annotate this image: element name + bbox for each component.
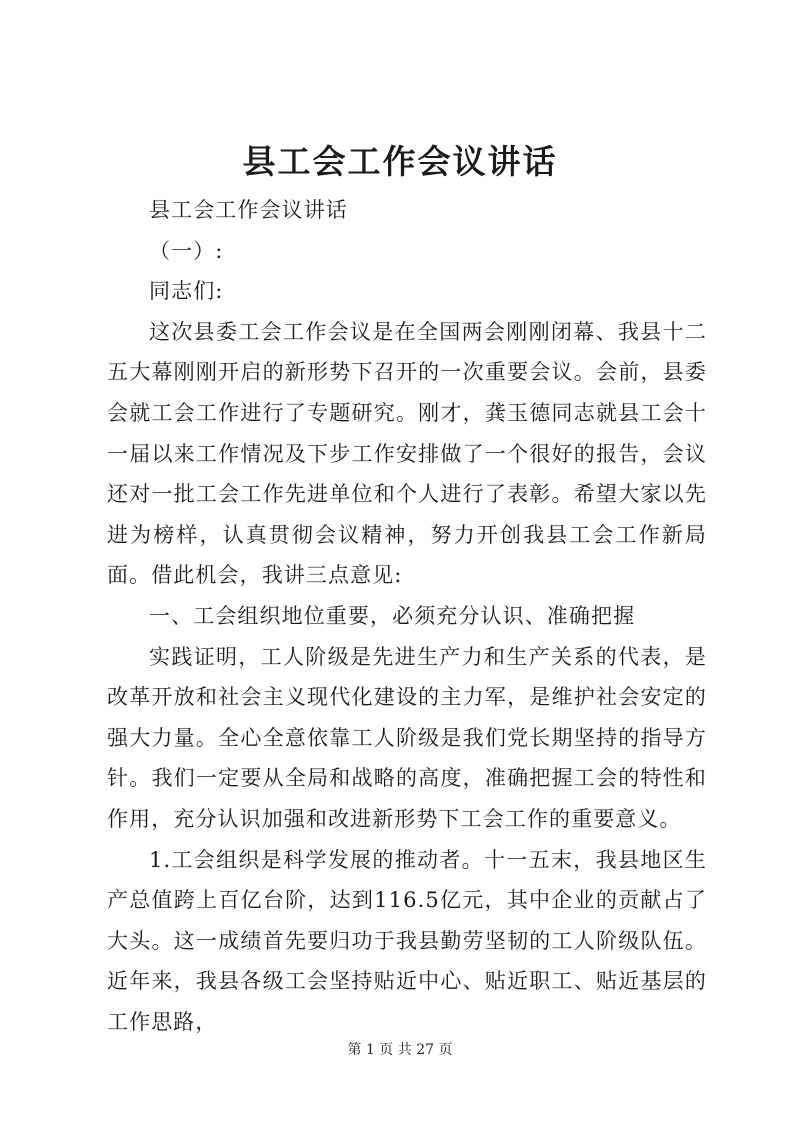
paragraph-heading-one: 一、工会组织地位重要，必须充分认识、准确把握	[149, 603, 636, 628]
document-body	[107, 190, 707, 1042]
document-title: 县工会工作会议讲话	[242, 142, 558, 181]
paragraph-salutation: 同志们:	[149, 279, 224, 304]
paragraph-intro: 这次县委工会工作会议是在全国两会刚刚闭幕、我县十二五大幕刚刚开启的新形势下召开的一次重要会议。会前，县委会就工会工作进行了专题研究。刚才，龚玉德同志就县工会十一届以来工作情况及下步工作安排做了一个很好的报告，会议还对一批工会工作先进单位和个人进行了表彰。希望大家以先进为榜样，认真贯彻会议精神，努力开创我县工会工作新局面。借此机会，我讲三点意见:	[107, 319, 707, 588]
paragraph-practice: 实践证明，工人阶级是先进生产力和生产关系的代表，是改革开放和社会主义现代化建设的主力军，是维护社会安定的强大力量。全心全意依靠工人阶级是我们党长期坚持的指导方针。我们一定要从全局和战略的高度，准确把握工会的特性和作用，充分认识加强和改进新形势下工会工作的重要意义。	[107, 644, 707, 831]
paragraph-subtitle: 县工会工作会议讲话	[149, 198, 348, 222]
paragraph-point-one: 1.工会组织是科学发展的推动者。十一五末，我县地区生产总值跨上百亿台阶，达到116.5亿元，其中企业的贡献占了大头。这一成绩首先要归功于我县勤劳坚韧的工人阶级队伍。近年来，我县各级工会坚持贴近中心、贴近职工、贴近基层的工作思路，	[107, 847, 707, 1034]
paragraph-section-marker: （一）:	[149, 238, 224, 263]
page-footer: 第 1 页 共 27 页	[347, 1042, 453, 1058]
